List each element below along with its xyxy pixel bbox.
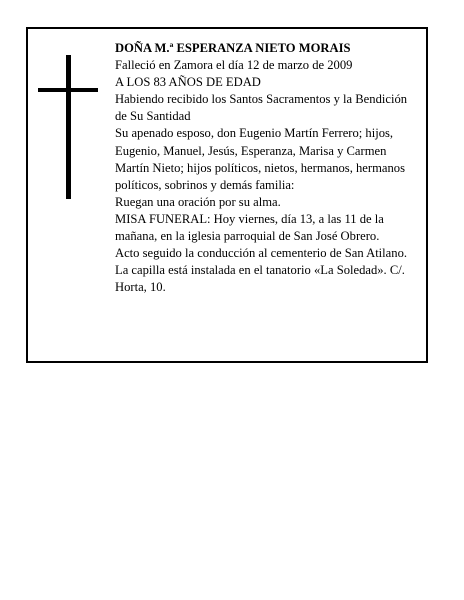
prayer-line: Ruegan una oración por su alma. <box>115 194 281 209</box>
cross-icon <box>38 55 98 199</box>
deceased-name: DOÑA M.ª ESPERANZA NIETO MORAIS <box>115 41 351 55</box>
funeral-mass-paragraph: MISA FUNERAL: Hoy viernes, día 13, a las 11 de la mañana, en la iglesia parroquial de San José Obrero. <box>115 211 384 244</box>
chapel-paragraph: La capilla está instalada en el tanatorio «La Soledad». C/. Horta, 10. <box>115 263 405 295</box>
age-line: A LOS 83 AÑOS DE EDAD <box>115 75 261 90</box>
cemetery-paragraph: Acto seguido la conducción al cementerio de San Atilano. <box>115 246 408 261</box>
obituary-notice <box>26 27 428 363</box>
notice-text <box>115 40 411 296</box>
sacraments-line: Habiendo recibido los Santos Sacramentos y la Bendición de Su Santidad <box>115 92 408 124</box>
family-paragraph: Su apenado esposo, don Eugenio Martín Ferrero; hijos, Eugenio, Manuel, Jesús, Esperanza, Marisa y Carmen Martín Nieto; hijos políticos, nietos, hermanos, hermanos políticos, sobrinos y demás familia: <box>115 126 405 192</box>
death-date-line: Falleció en Zamora el día 12 de marzo de 2009 <box>115 58 353 73</box>
